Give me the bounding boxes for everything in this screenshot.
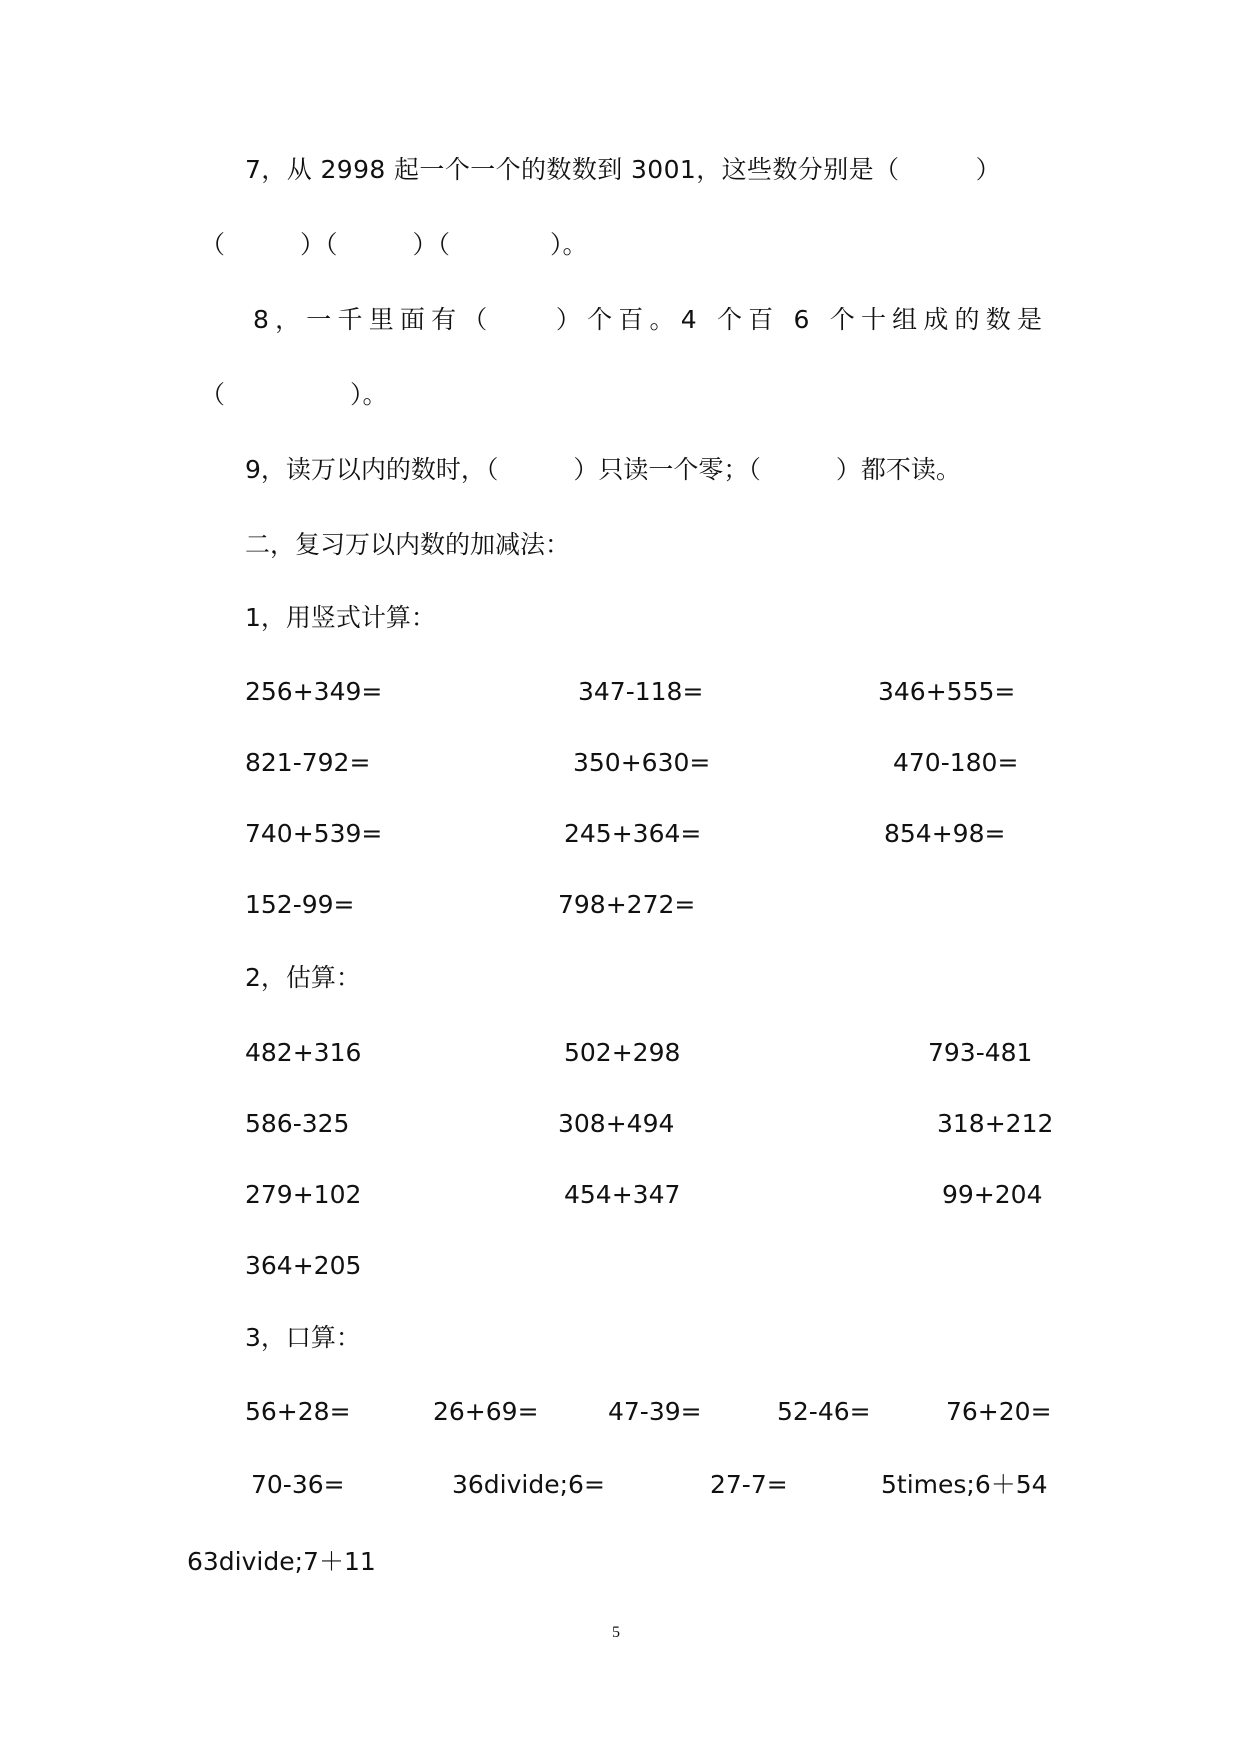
estimate-item: 454+347	[564, 1180, 681, 1209]
mental-item: 36divide;6=	[452, 1470, 605, 1499]
calc-item: 346+555=	[878, 677, 1016, 706]
page-number: 5	[612, 1624, 620, 1641]
section-2-title: 二，复习万以内数的加减法：	[245, 530, 571, 559]
question-7-line-1: 7，从 2998 起一个一个的数数到 3001，这些数分别是（ ）	[245, 155, 1001, 184]
calc-item: 152-99=	[245, 890, 355, 919]
mental-item: 26+69=	[433, 1397, 539, 1426]
mental-item: 27-7=	[710, 1470, 788, 1499]
mental-item: 70-36=	[251, 1470, 345, 1499]
mental-item: 5times;6＋54	[881, 1470, 1048, 1499]
estimate-item: 308+494	[558, 1109, 675, 1138]
mental-item: 56+28=	[245, 1397, 351, 1426]
estimate-item: 318+212	[937, 1109, 1054, 1138]
calc-item: 256+349=	[245, 677, 383, 706]
question-8-line-2: （ ）。	[200, 380, 388, 409]
question-8-line-1: 8，一千里面有（ ）个百。4 个百 6 个十组成的数是	[253, 305, 1049, 334]
mental-item: 76+20=	[946, 1397, 1052, 1426]
question-9: 9，读万以内的数时，（ ）只读一个零；（ ）都不读。	[245, 455, 961, 484]
estimate-item: 586-325	[245, 1109, 350, 1138]
question-7-line-2: （ ）（ ）（ ）。	[200, 230, 588, 259]
estimate-item: 482+316	[245, 1038, 362, 1067]
calc-item: 798+272=	[558, 890, 696, 919]
mental-item: 52-46=	[777, 1397, 871, 1426]
calc-item: 350+630=	[573, 748, 711, 777]
estimate-item: 279+102	[245, 1180, 362, 1209]
estimate-item: 793-481	[928, 1038, 1033, 1067]
calc-item: 347-118=	[578, 677, 704, 706]
calc-item: 245+364=	[564, 819, 702, 848]
part-3-heading: 3，口算：	[245, 1323, 361, 1352]
calc-item: 740+539=	[245, 819, 383, 848]
mental-item: 63divide;7＋11	[187, 1547, 376, 1576]
estimate-item: 502+298	[564, 1038, 681, 1067]
part-2-heading: 2，估算：	[245, 963, 361, 992]
estimate-item: 99+204	[942, 1180, 1043, 1209]
part-1-heading: 1，用竖式计算：	[245, 603, 436, 632]
estimate-item: 364+205	[245, 1251, 362, 1280]
calc-item: 470-180=	[893, 748, 1019, 777]
calc-item: 854+98=	[884, 819, 1006, 848]
calc-item: 821-792=	[245, 748, 371, 777]
mental-item: 47-39=	[608, 1397, 702, 1426]
